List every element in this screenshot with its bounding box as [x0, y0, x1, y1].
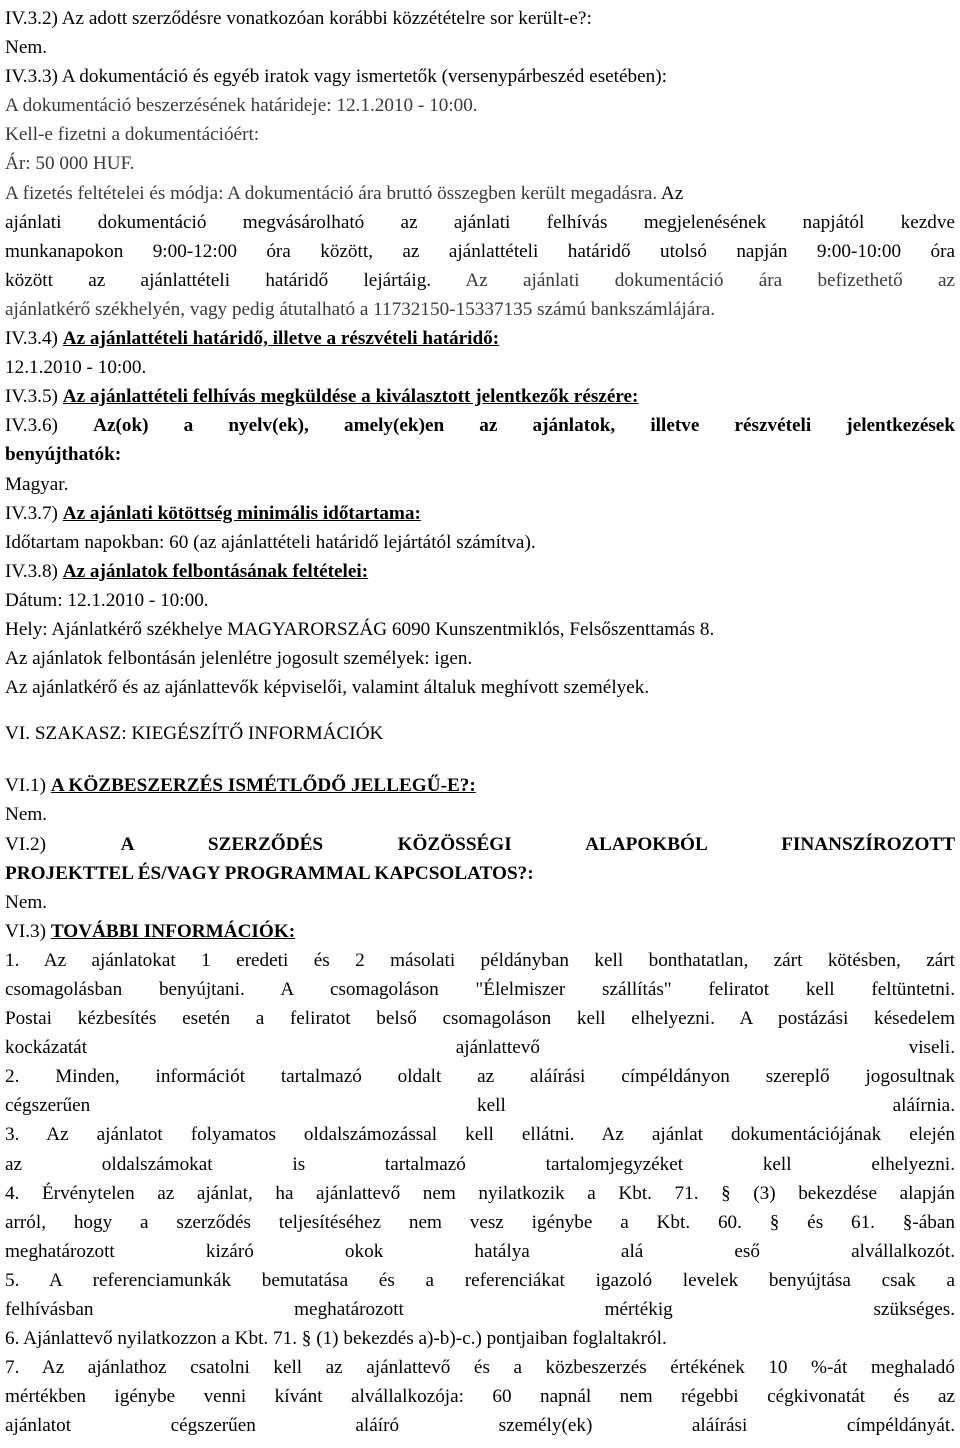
- answer-text: Az ajánlatok felbontásán jelenlétre jogosult személyek: igen.: [5, 648, 473, 670]
- section-number: IV.3.4): [5, 328, 58, 350]
- answer-text: Nem.: [5, 37, 48, 59]
- info-line: mértékben igénybe venni kívánt alvállalkozója: 60 napnál nem régebbi cégkivonatát és az: [5, 1386, 955, 1408]
- section-number: VI.3): [5, 920, 47, 942]
- info-line: arról, hogy a szerződés teljesítéséhez nem vesz igénybe a Kbt. 60. § és 61. §-ában: [5, 1211, 955, 1233]
- doc-price-text: Ár: 50 000 HUF.: [5, 153, 135, 175]
- section-heading: A KÖZBESZERZÉS ISMÉTLŐDŐ JELLEGŰ-E?:: [50, 775, 476, 797]
- section-iv-3-3: [5, 62, 955, 91]
- info-line: 5. A referenciamunkák bemutatása és a referenciákat igazoló levelek benyújtása csak a: [5, 1269, 955, 1291]
- section-heading: A dokumentáció és egyéb iratok vagy ismertetők (versenypárbeszéd esetében):: [61, 66, 667, 88]
- section-number: IV.3.3): [5, 66, 58, 88]
- info-line: 1. Az ajánlatokat 1 eredeti és 2 másolati példányban kell bonthatatlan, zárt kötésben, zárt: [5, 949, 955, 971]
- info-line: Postai kézbesítés esetén a feliratot belső csomagoláson kell elhelyezni. A postázási késedelem: [5, 1008, 955, 1030]
- section-heading: Az ajánlati kötöttség minimális időtartama:: [62, 502, 421, 524]
- doc-fee-question: Kell-e fizetni a dokumentációért:: [5, 124, 260, 146]
- section-vi-3: [5, 917, 955, 946]
- paragraph-line: ajánlati dokumentáció megvásárolható az ajánlati felhívás megjelenésének napjától kezdve: [5, 211, 955, 233]
- info-line: 4. Érvénytelen az ajánlat, ha ajánlattevő nem nyilatkozik a Kbt. 71. § (3) bekezdése alapján: [5, 1182, 955, 1204]
- answer-text: Az ajánlatkérő és az ajánlattevők képviselői, valamint általuk meghívott személyek.: [5, 677, 650, 699]
- section-vi-1: [5, 771, 955, 800]
- section-heading: Az adott szerződésre vonatkozóan korábbi közzétételre sor került-e?:: [61, 8, 592, 29]
- section-number: IV.3.8): [5, 560, 58, 582]
- section-vi-2: [5, 830, 955, 859]
- section-heading-continued: PROJEKTTEL ÉS/VAGY PROGRAMMAL KAPCSOLATOS?:: [5, 862, 534, 884]
- info-line: cégszerűen kell aláírnia.: [5, 1095, 955, 1117]
- paragraph-text: Az: [660, 182, 684, 204]
- spacer: [5, 748, 955, 771]
- paragraph-text: Az ajánlati dokumentáció ára befizethető az: [465, 269, 955, 291]
- answer-text: Hely: Ajánlatkérő székhelye MAGYARORSZÁG 6090 Kunszentmiklós, Felsőszenttamás 8.: [5, 618, 715, 640]
- section-heading: Az ajánlattételi határidő, illetve a részvételi határidő:: [62, 328, 500, 350]
- section-iv-3-4: [5, 324, 955, 353]
- info-line: kockázatát ajánlattevő viseli.: [5, 1037, 955, 1059]
- info-line: ajánlatot cégszerűen aláíró személy(ek) aláírási címpéldányát.: [5, 1415, 955, 1437]
- info-line: az oldalszámokat is tartalmazó tartalomjegyzéket kell elhelyezni.: [5, 1153, 955, 1175]
- section-number: IV.3.6): [5, 415, 58, 437]
- paragraph-text: között az ajánlattételi határidő lejártáig.: [5, 269, 432, 291]
- section-iv-3-5: [5, 382, 955, 411]
- section-vi-title: VI. SZAKASZ: KIEGÉSZÍTŐ INFORMÁCIÓK: [5, 723, 384, 745]
- answer-text: Időtartam napokban: 60 (az ajánlattételi határidő lejártától számítva).: [5, 531, 536, 553]
- spacer: [5, 702, 955, 719]
- section-heading: Az ajánlatok felbontásának feltételei:: [62, 560, 369, 582]
- info-line: 3. Az ajánlatot folyamatos oldalszámozással kell ellátni. Az ajánlat dokumentációjának elején: [5, 1124, 955, 1146]
- section-number: VI.1): [5, 775, 47, 797]
- section-iv-3-7: [5, 499, 955, 528]
- answer-text: Dátum: 12.1.2010 - 10:00.: [5, 589, 209, 611]
- section-iv-3-6: [5, 411, 955, 440]
- section-number: IV.3.2): [5, 8, 58, 29]
- info-line: csomagolásban benyújtani. A csomagoláson "Élelmiszer szállítás" feliratot kell feltüntetni.: [5, 979, 955, 1000]
- info-line: 6. Ajánlattevő nyilatkozzon a Kbt. 71. § (1) bekezdés a)-b)-c.) pontjaiban foglaltakról.: [5, 1328, 667, 1350]
- payment-terms-text: A fizetés feltételei és módja: A dokumentáció ára bruttó összegben került megadásra.: [5, 182, 658, 204]
- answer-text: 12.1.2010 - 10:00.: [5, 357, 147, 379]
- paragraph-line: munkanapokon 9:00-12:00 óra között, az ajánlattételi határidő utolsó napján 9:00-10:00 óra: [5, 240, 955, 262]
- paragraph-line: ajánlatkérő székhelyén, vagy pedig átutalható a 11732150-15337135 számú bankszámlájára.: [5, 298, 716, 320]
- payment-line: [5, 179, 955, 208]
- answer-text: Magyar.: [5, 473, 69, 495]
- section-heading-continued: benyújthatók:: [5, 444, 122, 466]
- info-line: 2. Minden, információt tartalmazó oldalt az aláírási címpéldányon szereplő jogosultnak: [5, 1066, 955, 1088]
- section-number: IV.3.7): [5, 502, 58, 524]
- section-number: IV.3.5): [5, 386, 58, 408]
- section-number: VI.2): [5, 833, 47, 855]
- info-line: 7. Az ajánlathoz csatolni kell az ajánlattevő és a közbeszerzés értékének 10 %-át meghaladó: [5, 1357, 955, 1379]
- section-heading: Az(ok) a nyelv(ek), amely(ek)en az ajánlatok, illetve részvételi jelentkezések: [93, 415, 955, 437]
- section-iv-3-8: [5, 557, 955, 586]
- info-line: meghatározott kizáró okok hatálya alá eső alvállalkozót.: [5, 1240, 955, 1262]
- paragraph-line: [5, 266, 955, 295]
- answer-text: Nem.: [5, 804, 48, 826]
- info-line: felhívásban meghatározott mértékig szükséges.: [5, 1299, 955, 1321]
- section-heading: TOVÁBBI INFORMÁCIÓK:: [50, 920, 296, 942]
- doc-deadline-text: A dokumentáció beszerzésének határideje: 12.1.2010 - 10:00.: [5, 95, 478, 117]
- section-iv-3-2: [5, 4, 955, 33]
- section-heading: Az ajánlattételi felhívás megküldése a kiválasztott jelentkezők részére:: [62, 386, 639, 408]
- section-heading: A SZERZŐDÉS KÖZÖSSÉGI ALAPOKBÓL FINANSZÍROZOTT: [120, 833, 955, 855]
- answer-text: Nem.: [5, 891, 48, 913]
